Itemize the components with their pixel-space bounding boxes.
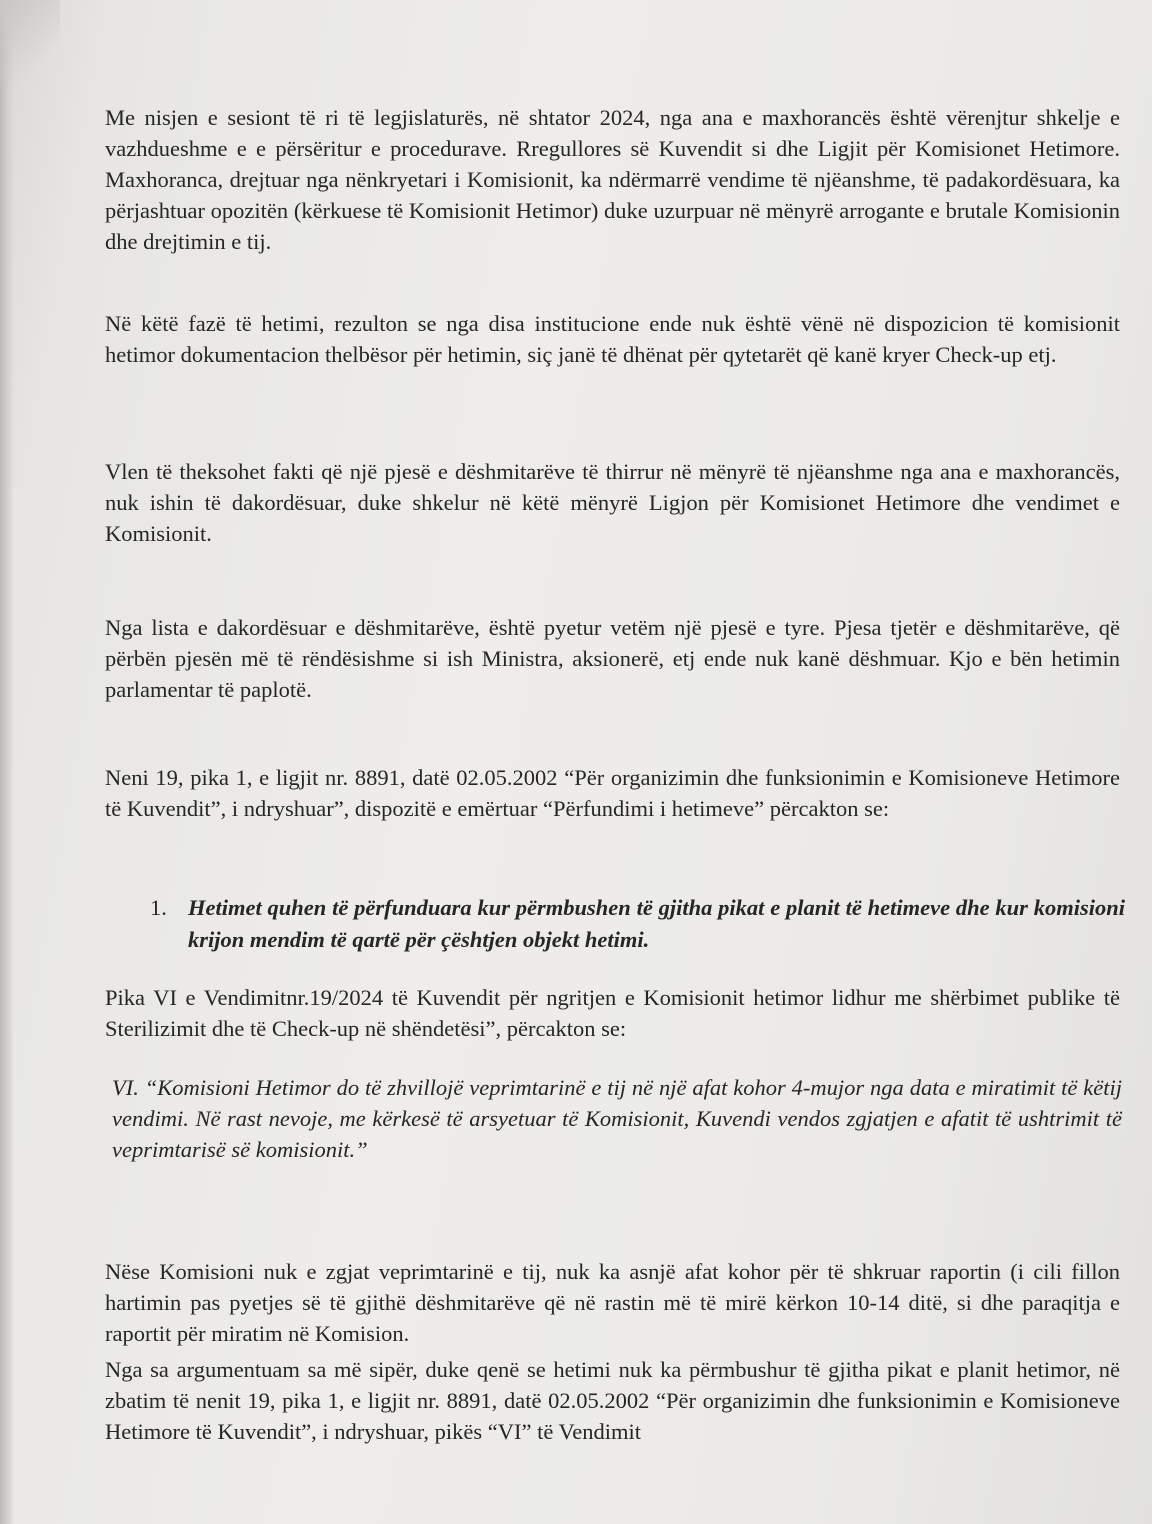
paragraph-article-19: Neni 19, pika 1, e ligjit nr. 8891, datë 02.05.2002 “Për organizimin dhe funksionimin e Komisioneve Hetimore të Kuvendit”, i ndryshuar”, dispozitë e emërtuar “Përfundimi i hetimeve” përcakton se: (105, 765, 1120, 821)
paragraph-no-deadline: Nëse Komisioni nuk e zgjat veprimtarinë e tij, nuk ka asnjë afat kohor për të shkruar raportin (i cili fillon hartimin pas pyetjes së të gjithë dëshmitarëve që në rastin më të mirë kërkon 10-14 ditë, si dhe paraqitja e raportit për miratim në Komision. (105, 1259, 1120, 1346)
page-edge-shadow (0, 0, 14, 1524)
list-number: 1. (150, 895, 167, 920)
paragraph-missing-documentation: Në këtë fazë të hetimi, rezulton se nga disa institucione ende nuk është vënë në dispozicion të komisionit hetimor dokumentacion thelbësor për hetimin, siç janë të dhënat për qytetarët që kanë kryer Check-up etj. (105, 311, 1120, 367)
paragraph-conclusion: Nga sa argumentuam sa më sipër, duke qenë se hetimi nuk ka përmbushur të gjitha pikat e planit hetimor, në zbatim të nenit 19, pika 1, e ligjit nr. 8891, datë 02.05.2002 “Për organizimin dhe funksionimin e Komisioneve Hetimore të Kuvendit”, i ndryshuar, pikës “VI” të Vendimit (105, 1357, 1120, 1444)
list-text: Hetimet quhen të përfunduara kur përmbushen të gjitha pikat e planit të hetimeve dhe kur komisioni krijon mendim të qartë për çështjen objekt hetimi. (188, 895, 1125, 952)
article-point-1 (150, 892, 1125, 956)
quote-point-vi: VI. “Komisioni Hetimor do të zhvillojë veprimtarinë e tij në një afat kohor 4-mujor nga data e miratimit të këtij vendimi. Në rast nevoje, me kërkesë të arsyetuar të Komisionit, Kuvendi vendos zgjatjen e afatit të ushtrimit të veprimtarisë së komisionit.” (112, 1075, 1122, 1162)
paragraph-witnesses-one-sided: Vlen të theksohet fakti që një pjesë e dëshmitarëve të thirrur në mënyrë të njëanshme nga ana e maxhorancës, nuk ishin të dakordësuar, duke shkelur në këtë mënyrë Ligjon për Komisionet Hetimore dhe vendimet e Komisionit. (105, 459, 1120, 546)
paragraph-witnesses-list: Nga lista e dakordësuar e dëshmitarëve, është pyetur vetëm një pjesë e tyre. Pjesa tjetër e dëshmitarëve, që përbën pjesën më të rëndësishme si ish Ministra, aksionerë, etj ende nuk kanë dëshmuar. Kjo e bën hetimin parlamentar të paplotë. (105, 615, 1120, 702)
paragraph-session-violations: Me nisjen e sesiont të ri të legjislaturës, në shtator 2024, nga ana e maxhorancës është vërenjtur shkelje e vazhdueshme e e përsëritur e procedurave. Rregullores së Kuvendit si dhe Ligjit për Komisionet Hetimore. Maxhoranca, drejtuar nga nënkryetari i Komisionit, ka ndërmarrë vendime të njëanshme, të padakordësuara, ka përjashtuar opozitën (kërkuese të Komisionit Hetimor) duke uzurpuar në mënyrë arrogante e brutale Komisionin dhe drejtimin e tij. (105, 105, 1120, 254)
paragraph-point-vi: Pika VI e Vendimitnr.19/2024 të Kuvendit për ngritjen e Komisionit hetimor lidhur me shërbimet publike të Sterilizimit dhe të Check-up në shëndetësi”, përcakton se: (105, 985, 1120, 1041)
page-corner-shadow (0, 0, 60, 90)
